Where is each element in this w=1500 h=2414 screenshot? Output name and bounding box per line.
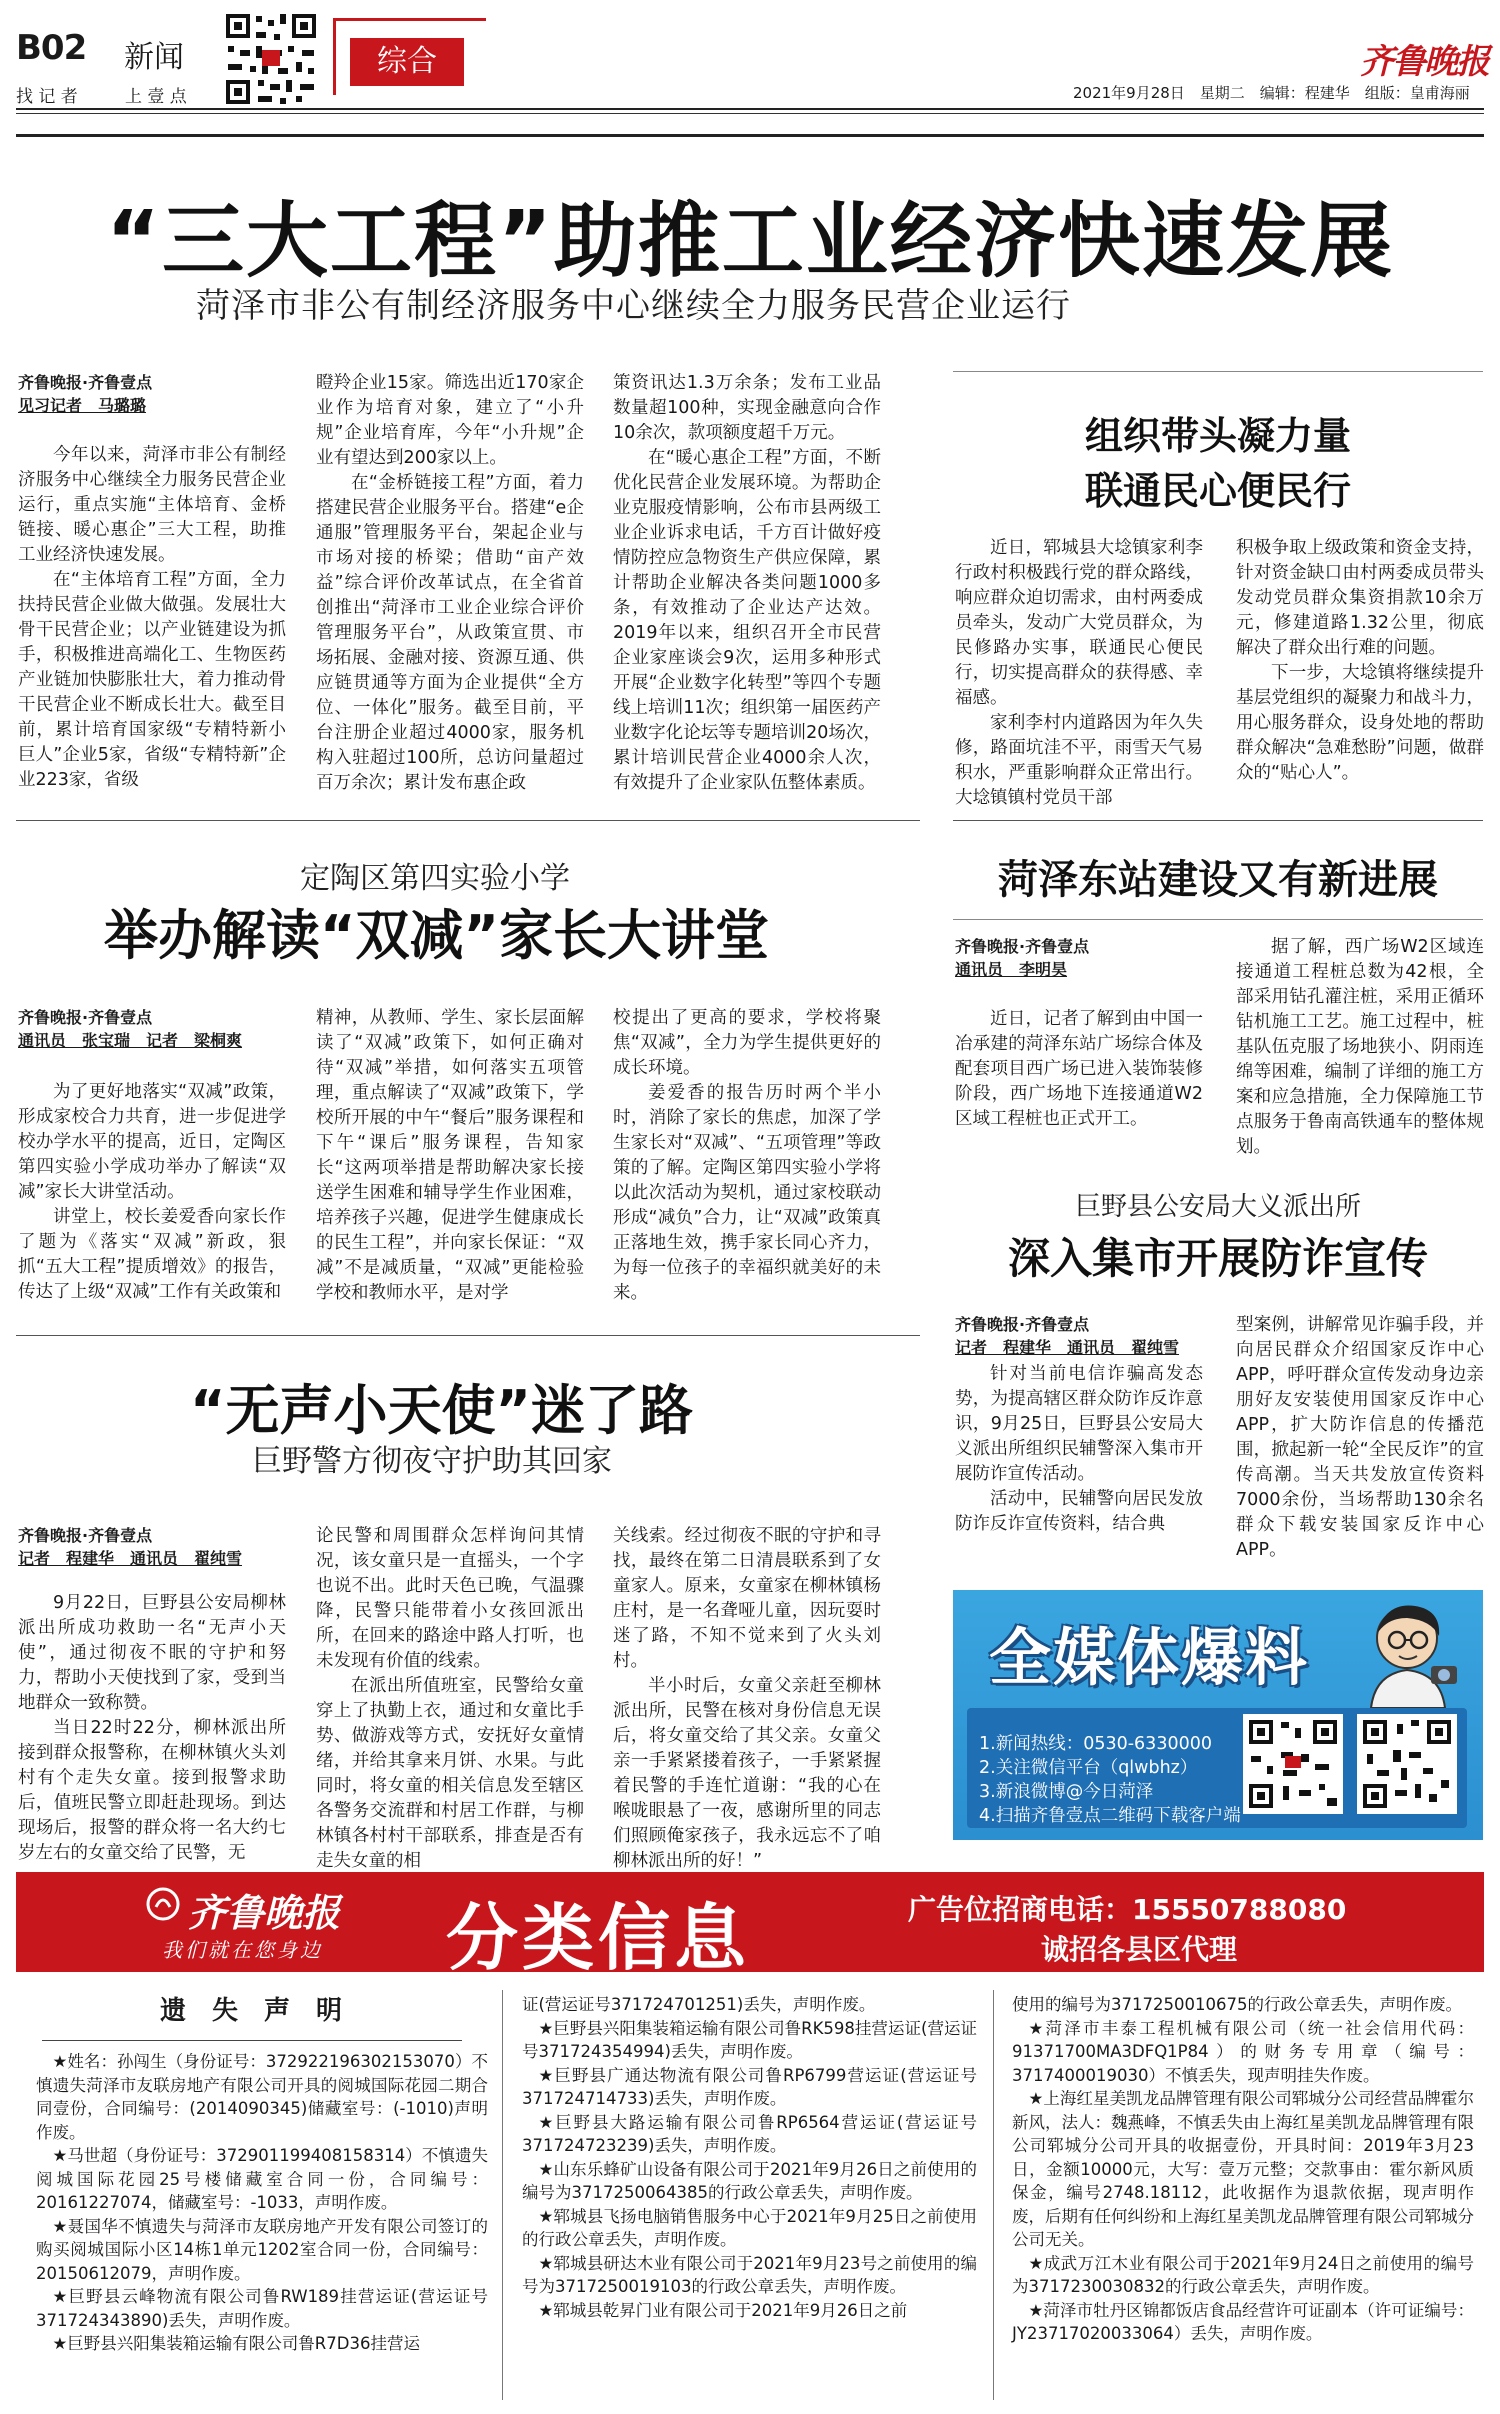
date-editor-line: 2021年9月28日 星期二 编辑：程建华 组版：皇甫海丽 (1073, 84, 1470, 102)
mr-headline: 菏泽东站建设又有新进展 (998, 857, 1438, 903)
notice: ★郓城县飞扬电脑销售服务中心于2021年9月25日之前使用的行政公章丢失，声明作废。 (522, 2206, 977, 2249)
ml-column-3 (613, 1006, 881, 1306)
paragraph: 精神，从教师、学生、家长层面解读了“双减”政策下，如何正确对待“双减”举措，如何落实五项管理，重点解读了“双减”政策下，学校所开展的中午“餐后”服务课程和下午“课后”服务课程，告知家长“这两项举措是帮助解决家长接送学生困难和辅导学生作业困难，培养孩子兴趣，促进学生健康成长的民生工程”，并向家长保证：“双减”不是减质量，“双减”更能检验学校和教师水平，是对学 (316, 1008, 584, 1303)
masthead (0, 0, 1500, 115)
juye-byline (955, 1313, 1215, 1359)
notice: ★聂国华不慎遗失与菏泽市友联房地产开发有限公司签订的购买阅城国际小区14栋1单元1202室合同一份，合同编号：20150612079，声明作废。 (36, 2216, 488, 2283)
classified-section-title: 遗 失 声 明 (159, 1996, 342, 2026)
notice: ★马世超（身份证号：372901199408158314）不慎遗失阅城国际花园25号楼储藏室合同一份，合同编号：20161227074，储藏室号：-1033，声明作废。 (36, 2146, 488, 2212)
tr-column-2 (1236, 536, 1484, 786)
byline-authors: 见习记者 马璐璐 (18, 396, 147, 415)
byline-authors: 通讯员 张宝瑞 记者 梁桐爽 (18, 1031, 243, 1050)
lead-column-3 (613, 371, 881, 796)
ml-byline (18, 1006, 308, 1052)
paragraph: 下一步，大埝镇将继续提升基层党组织的凝聚力和战斗力，用心服务群众，设身处地的帮助群众解决“急难愁盼”问题，做群众的“贴心人”。 (1236, 663, 1484, 783)
lead-column-2 (316, 371, 584, 796)
paragraph: 针对当前电信诈骗高发态势，为提高辖区群众防诈反诈意识，9月25日，巨野县公安局大义派出所组织民辅警深入集市开展防诈宣传活动。 (955, 1364, 1203, 1484)
masthead-rule-lower (16, 134, 1484, 137)
lead-headline: “三大工程”助推工业经济快速发展 (106, 194, 1394, 289)
bl-column-2 (316, 1524, 584, 1874)
byline-outlet: 齐鲁晚报·齐鲁壹点 (18, 1008, 153, 1027)
paragraph: 瞪羚企业15家。筛选出近170家企业作为培育对象，建立了“小升规”企业培育库，今年“小升规”企业有望达到200家以上。 (316, 373, 584, 468)
notice: ★姓名：孙闯生（身份证号：372922196302153070）不慎遗失菏泽市友联房地产有限公司开具的阅城国际花园二期合同壹份，合同编号：(2014090345)储藏室号：(-1010)声明作废。 (36, 2052, 488, 2142)
slogan-left: 找 记 者 (16, 87, 78, 107)
byline-outlet: 齐鲁晚报·齐鲁壹点 (18, 373, 153, 392)
promo-wechat: 2.关注微信平台（qlwbhz） (979, 1758, 1198, 1778)
section-divider (953, 820, 1483, 821)
notice: ★巨野县广通达物流有限公司鲁RP6799营运证(营运证号371724714733)丢失，声明作废。 (522, 2065, 977, 2108)
paragraph: 近日，记者了解到由中国一冶承建的菏泽东站广场综合体及配套项目西广场已进入装饰装修阶段，西广场地下连接通道W2区域工程桩也正式开工。 (955, 1009, 1203, 1129)
section-divider (16, 820, 920, 821)
classified-column-1 (36, 2050, 488, 2356)
paragraph: 近日，郓城县大埝镇家利李行政村积极践行党的群众路线，响应群众迫切需求，由村两委成员牵头，发动广大党员群众，为民修路办实事，联通民心便民行，切实提高群众的获得感、幸福感。 (955, 538, 1203, 708)
bl-headline: “无声小天使”迷了路 (190, 1379, 693, 1442)
masthead-rule (16, 108, 1484, 110)
story-rule (953, 371, 1483, 372)
notice: ★巨野县云峰物流有限公司鲁RW189挂营运证(营运证号371724343890)丢失，声明作废。 (36, 2287, 488, 2330)
tr-headline-line1: 组织带头凝力量 (1084, 414, 1351, 458)
mr-column-1 (955, 1007, 1203, 1132)
classified-hotline: 广告位招商电话：15550788080 (908, 1893, 1347, 1926)
notice: ★郓城县研达木业有限公司于2021年9月23号之前使用的编号为3717250019103的行政公章丢失，声明作废。 (522, 2253, 977, 2296)
paragraph: 家利李村内道路因为年久失修，路面坑洼不平，雨雪天气易积水，严重影响群众正常出行。大埝镇镇村党员干部 (955, 713, 1203, 808)
qr-code-icon (1243, 1714, 1343, 1814)
notice: ★郓城县乾昇门业有限公司于2021年9月26日之前 (538, 2300, 908, 2320)
promo-download: 4.扫描齐鲁壹点二维码下载客户端 (979, 1806, 1241, 1826)
slogan-right: 上 壹 点 (125, 87, 187, 107)
promo-weibo: 3.新浪微博@今日菏泽 (979, 1782, 1154, 1802)
notice: ★山东乐蜂矿山设备有限公司于2021年9月26日之前使用的编号为3717250064385的行政公章丢失，声明作废。 (522, 2159, 977, 2202)
ml-column-2 (316, 1006, 584, 1306)
classified-title: 分类信息 (446, 1896, 751, 1972)
byline-outlet: 齐鲁晚报·齐鲁壹点 (18, 1526, 153, 1545)
lead-column-1 (18, 443, 286, 793)
paragraph: 为了更好地落实“双减”政策，形成家校合力共育，进一步促进学校办学水平的提高，近日，定陶区第四实验小学成功举办了解读“双减”家长大讲堂活动。 (18, 1082, 286, 1202)
paragraph: 今年以来，菏泽市非公有制经济服务中心继续全力服务民营企业运行，重点实施“主体培育、金桥链接、暖心惠企”三大工程，助推工业经济快速发展。 (18, 445, 286, 565)
notice: 证(营运证号371724701251)丢失，声明作废。 (522, 1995, 876, 2014)
paragraph: 当日22时22分，柳林派出所接到群众报警称，在柳林镇火头刘村有个走失女童。接到报警求助后，值班民警立即赶赴现场。到达现场后，报警的群众将一名大约七岁左右的女童交给了民警，无 (18, 1718, 286, 1863)
juye-kicker: 巨野县公安局大义派出所 (1075, 1192, 1362, 1222)
ml-kicker: 定陶区第四实验小学 (300, 861, 570, 896)
byline-authors: 记者 程建华 通讯员 翟纯雪 (18, 1549, 243, 1568)
bl-column-3 (613, 1524, 881, 1874)
classified-brand: 齐鲁晚报 (188, 1890, 341, 1935)
column-divider (502, 1990, 503, 2400)
paragraph: 讲堂上，校长姜爱香向家长作了题为《落实“双减”新政，狠抓“五大工程”提质增效》的报告，传达了上级“双减”工作有关政策和 (18, 1207, 286, 1302)
notice: ★巨野县兴阳集装箱运输有限公司鲁R7D36挂营运 (52, 2334, 420, 2353)
brand-logo: 齐鲁晚报 (1360, 42, 1488, 82)
paragraph: 在“金桥链接工程”方面，着力搭建民营企业服务平台。搭建“e企通服”管理服务平台，架起企业与市场对接的桥梁；借助“亩产效益”综合评价改革试点，在全省首创推出“菏泽市工业企业综合评价管理服务平台”，从政策宣贯、市场拓展、金融对接、资源互通、供应链贯通等方面为企业提供“全方位、一体化”服务。截至目前，平台注册企业超过4000家，服务机构入驻超过100所，总访问量超过百万余次；累计发布惠企政 (316, 473, 584, 793)
paragraph: 策资讯达1.3万余条；发布工业品数量超100种，实现金融意向合作10余次，款项额度超千万元。 (613, 373, 881, 443)
paragraph: 9月22日，巨野县公安局柳林派出所成功救助一名“无声小天使”，通过彻夜不眠的守护和努力，帮助小天使找到了家，受到当地群众一致称赞。 (18, 1593, 286, 1713)
classified-title-rule (42, 2040, 462, 2041)
promo-box (953, 1590, 1483, 1840)
juye-headline: 深入集市开展防诈宣传 (1007, 1234, 1428, 1283)
brand-logo-icon (146, 1887, 180, 1921)
byline-authors: 通讯员 李明昊 (955, 960, 1068, 979)
paragraph: 在派出所值班室，民警给女童穿上了执勤上衣，通过和女童比手势、做游戏等方式，安抚好女童情绪，并给其拿来月饼、水果。与此同时，将女童的相关信息发至辖区各警务交流群和村居工作群，与柳林镇各村村干部联系，排查是否有走失女童的相 (316, 1676, 584, 1871)
classified-column-2 (522, 1993, 977, 2322)
bl-byline (18, 1524, 308, 1570)
paragraph: 在“暖心惠企工程”方面，不断优化民营企业发展环境。为帮助企业克服疫情影响，公布市县两级工业企业诉求电话，千方百计做好疫情防控应急物资生产供应保障，累计帮助企业解决各类问题1000多条，有效推动了企业达产达效。2019年以来，组织召开全市民营企业家座谈会9次，运用多种形式开展“企业数字化转型”等四个专题线上培训11次；组织第一届医药产业数字化论坛等专题培训20场次，累计培训民营企业4000余人次，有效提升了企业家队伍整体素质。 (613, 448, 881, 793)
lead-subhead: 菏泽市非公有制经济服务中心继续全力服务民营企业运行 (196, 286, 1071, 326)
paragraph: 关线索。经过彻夜不眠的守护和寻找，最终在第二日清晨联系到了女童家人。原来，女童家在柳林镇杨庄村，是一名聋哑儿童，因玩耍时迷了路，不知不觉来到了火头刘村。 (613, 1526, 881, 1671)
bl-column-1 (18, 1591, 286, 1866)
ml-column-1 (18, 1080, 286, 1305)
paragraph: 在“主体培育工程”方面，全力扶持民营企业做大做强。发展壮大骨干民营企业；以产业链建设为抓手，积极推进高端化工、生物医药产业链加快膨胀壮大，着力推动骨干民营企业不断成长壮大。截至目前，累计培育国家级“专精特新小巨人”企业5家，省级“专精特新”企业223家，省级 (18, 570, 286, 790)
qr-code-icon (222, 10, 320, 108)
juye-column-2 (1236, 1313, 1484, 1563)
bl-subhead: 巨野警方彻夜守护助其回家 (252, 1444, 612, 1479)
section-tab: 综合 (350, 38, 464, 86)
paragraph: 论民警和周围群众怎样询问其情况，该女童只是一直摇头，一个字也说不出。此时天色已晚，气温骤降，民警只能带着小女孩回派出所，在回来的路途中路人打听，也未发现有价值的线索。 (316, 1526, 584, 1671)
notice: ★巨野县兴阳集装箱运输有限公司鲁RK598挂营运证(营运证号371724354994)丢失，声明作废。 (522, 2018, 977, 2061)
paragraph: 半小时后，女童父亲赶至柳林派出所，民警在核对身份信息无误后，将女童交给了其父亲。女童父亲一手紧紧搂着孩子，一手紧紧握着民警的手连忙道谢：“我的心在喉咙眼悬了一夜，感谢所里的同志们照顾俺家孩子，我永远忘不了咱柳林派出所的好！” (613, 1676, 881, 1871)
classified-brand-slogan: 我们就在您身边 (162, 1938, 323, 1962)
notice: ★巨野县大路运输有限公司鲁RP6564营运证(营运证号371724723239)丢失，声明作废。 (522, 2112, 977, 2155)
notice: ★菏泽市丰泰工程机械有限公司（统一社会信用代码：91371700MA3DFQ1P84）的财务专用章（编号：3717400019030）不慎丢失，现声明挂失作废。 (1012, 2018, 1474, 2085)
byline-outlet: 齐鲁晚报·齐鲁壹点 (955, 1315, 1090, 1334)
masthead-rule-thin (16, 113, 1484, 114)
page-number: B02 (16, 28, 87, 68)
classified-agents: 诚招各县区代理 (1041, 1933, 1238, 1966)
promo-hotline: 1.新闻热线：0530-6330000 (979, 1734, 1212, 1754)
promo-title: 全媒体爆料 (989, 1621, 1310, 1694)
byline-authors: 记者 程建华 通讯员 翟纯雪 (955, 1338, 1180, 1357)
notice: 使用的编号为3717250010675的行政公章丢失，声明作废。 (1012, 1995, 1462, 2014)
paragraph: 活动中，民辅警向居民发放防诈反诈宣传资料，结合典 (955, 1489, 1203, 1534)
paragraph: 校提出了更高的要求，学校将聚焦“双减”，全力为学生提供更好的成长环境。 (613, 1008, 881, 1078)
mr-column-2 (1236, 935, 1484, 1160)
paragraph: 型案例，讲解常见诈骗手段，并向居民群众介绍国家反诈中心APP，呼吁群众宣传发动身边亲朋好友安装使用国家反诈中心APP，扩大防诈信息的传播范围，掀起新一轮“全民反诈”的宣传高潮。当天共发放宣传资料7000余份，当场帮助130余名群众下载安装国家反诈中心APP。 (1236, 1315, 1484, 1560)
byline-outlet: 齐鲁晚报·齐鲁壹点 (955, 937, 1090, 956)
notice: ★菏泽市牡丹区锦都饭店食品经营许可证副本（许可证编号：JY23717020033064）丢失，声明作废。 (1012, 2300, 1474, 2343)
classified-column-3 (1012, 1993, 1474, 2346)
tr-column-1 (955, 536, 1203, 811)
classified-banner (16, 1872, 1484, 1972)
section-divider (16, 1335, 920, 1336)
column-divider (993, 1990, 994, 2400)
paragraph: 姜爱香的报告历时两个半小时，消除了家长的焦虑，加深了学生家长对“双减”、“五项管理”等政策的了解。定陶区第四实验小学将以此次活动为契机，通过家校联动形成“减负”合力，让“双减”政策真正落地生效，携手家长同心齐力，为每一位孩子的幸福织就美好的未来。 (613, 1083, 881, 1303)
notice: ★上海红星美凯龙品牌管理有限公司郓城分公司经营品牌霍尔新风，法人：魏燕峰，不慎丢失由上海红星美凯龙品牌管理有限公司郓城分公司开具的收据壹份，开具时间：2019年3月23日，金额10000元，大写：壹万元整；交款事由：霍尔新风质保金，编号2748.18112，此收据作为退款依据，现声明作废，后期有任何纠纷和上海红星美凯龙品牌管理有限公司郓城分公司无关。 (1012, 2089, 1474, 2249)
mr-byline (955, 935, 1203, 981)
lead-byline (18, 371, 288, 417)
ml-headline: 举办解读“双减”家长大讲堂 (104, 904, 769, 967)
section-label: 新闻 (124, 40, 184, 75)
paragraph: 积极争取上级政策和资金支持，针对资金缺口由村两委成员带头发动党员群众集资捐款10余万元，修建道路1.32公里，彻底解决了群众出行难的问题。 (1236, 538, 1484, 658)
paragraph: 据了解，西广场W2区域连接通道工程桩总数为42根，全部采用钻孔灌注桩，采用正循环钻机施工工艺。施工过程中，桩基队伍克服了场地狭小、阴雨连绵等困难，编制了详细的施工方案和应急措施，全力保障施工节点服务于鲁南高铁通车的整体规划。 (1236, 937, 1484, 1157)
tr-headline-line2: 联通民心便民行 (1084, 469, 1351, 513)
juye-column-1 (955, 1362, 1203, 1537)
cartoon-reporter-icon (1345, 1596, 1471, 1708)
qr-code-icon (1357, 1714, 1457, 1814)
story-rule (953, 919, 1483, 920)
notice: ★成武万江木业有限公司于2021年9月24日之前使用的编号为3717230030832的行政公章丢失，声明作废。 (1012, 2253, 1474, 2296)
